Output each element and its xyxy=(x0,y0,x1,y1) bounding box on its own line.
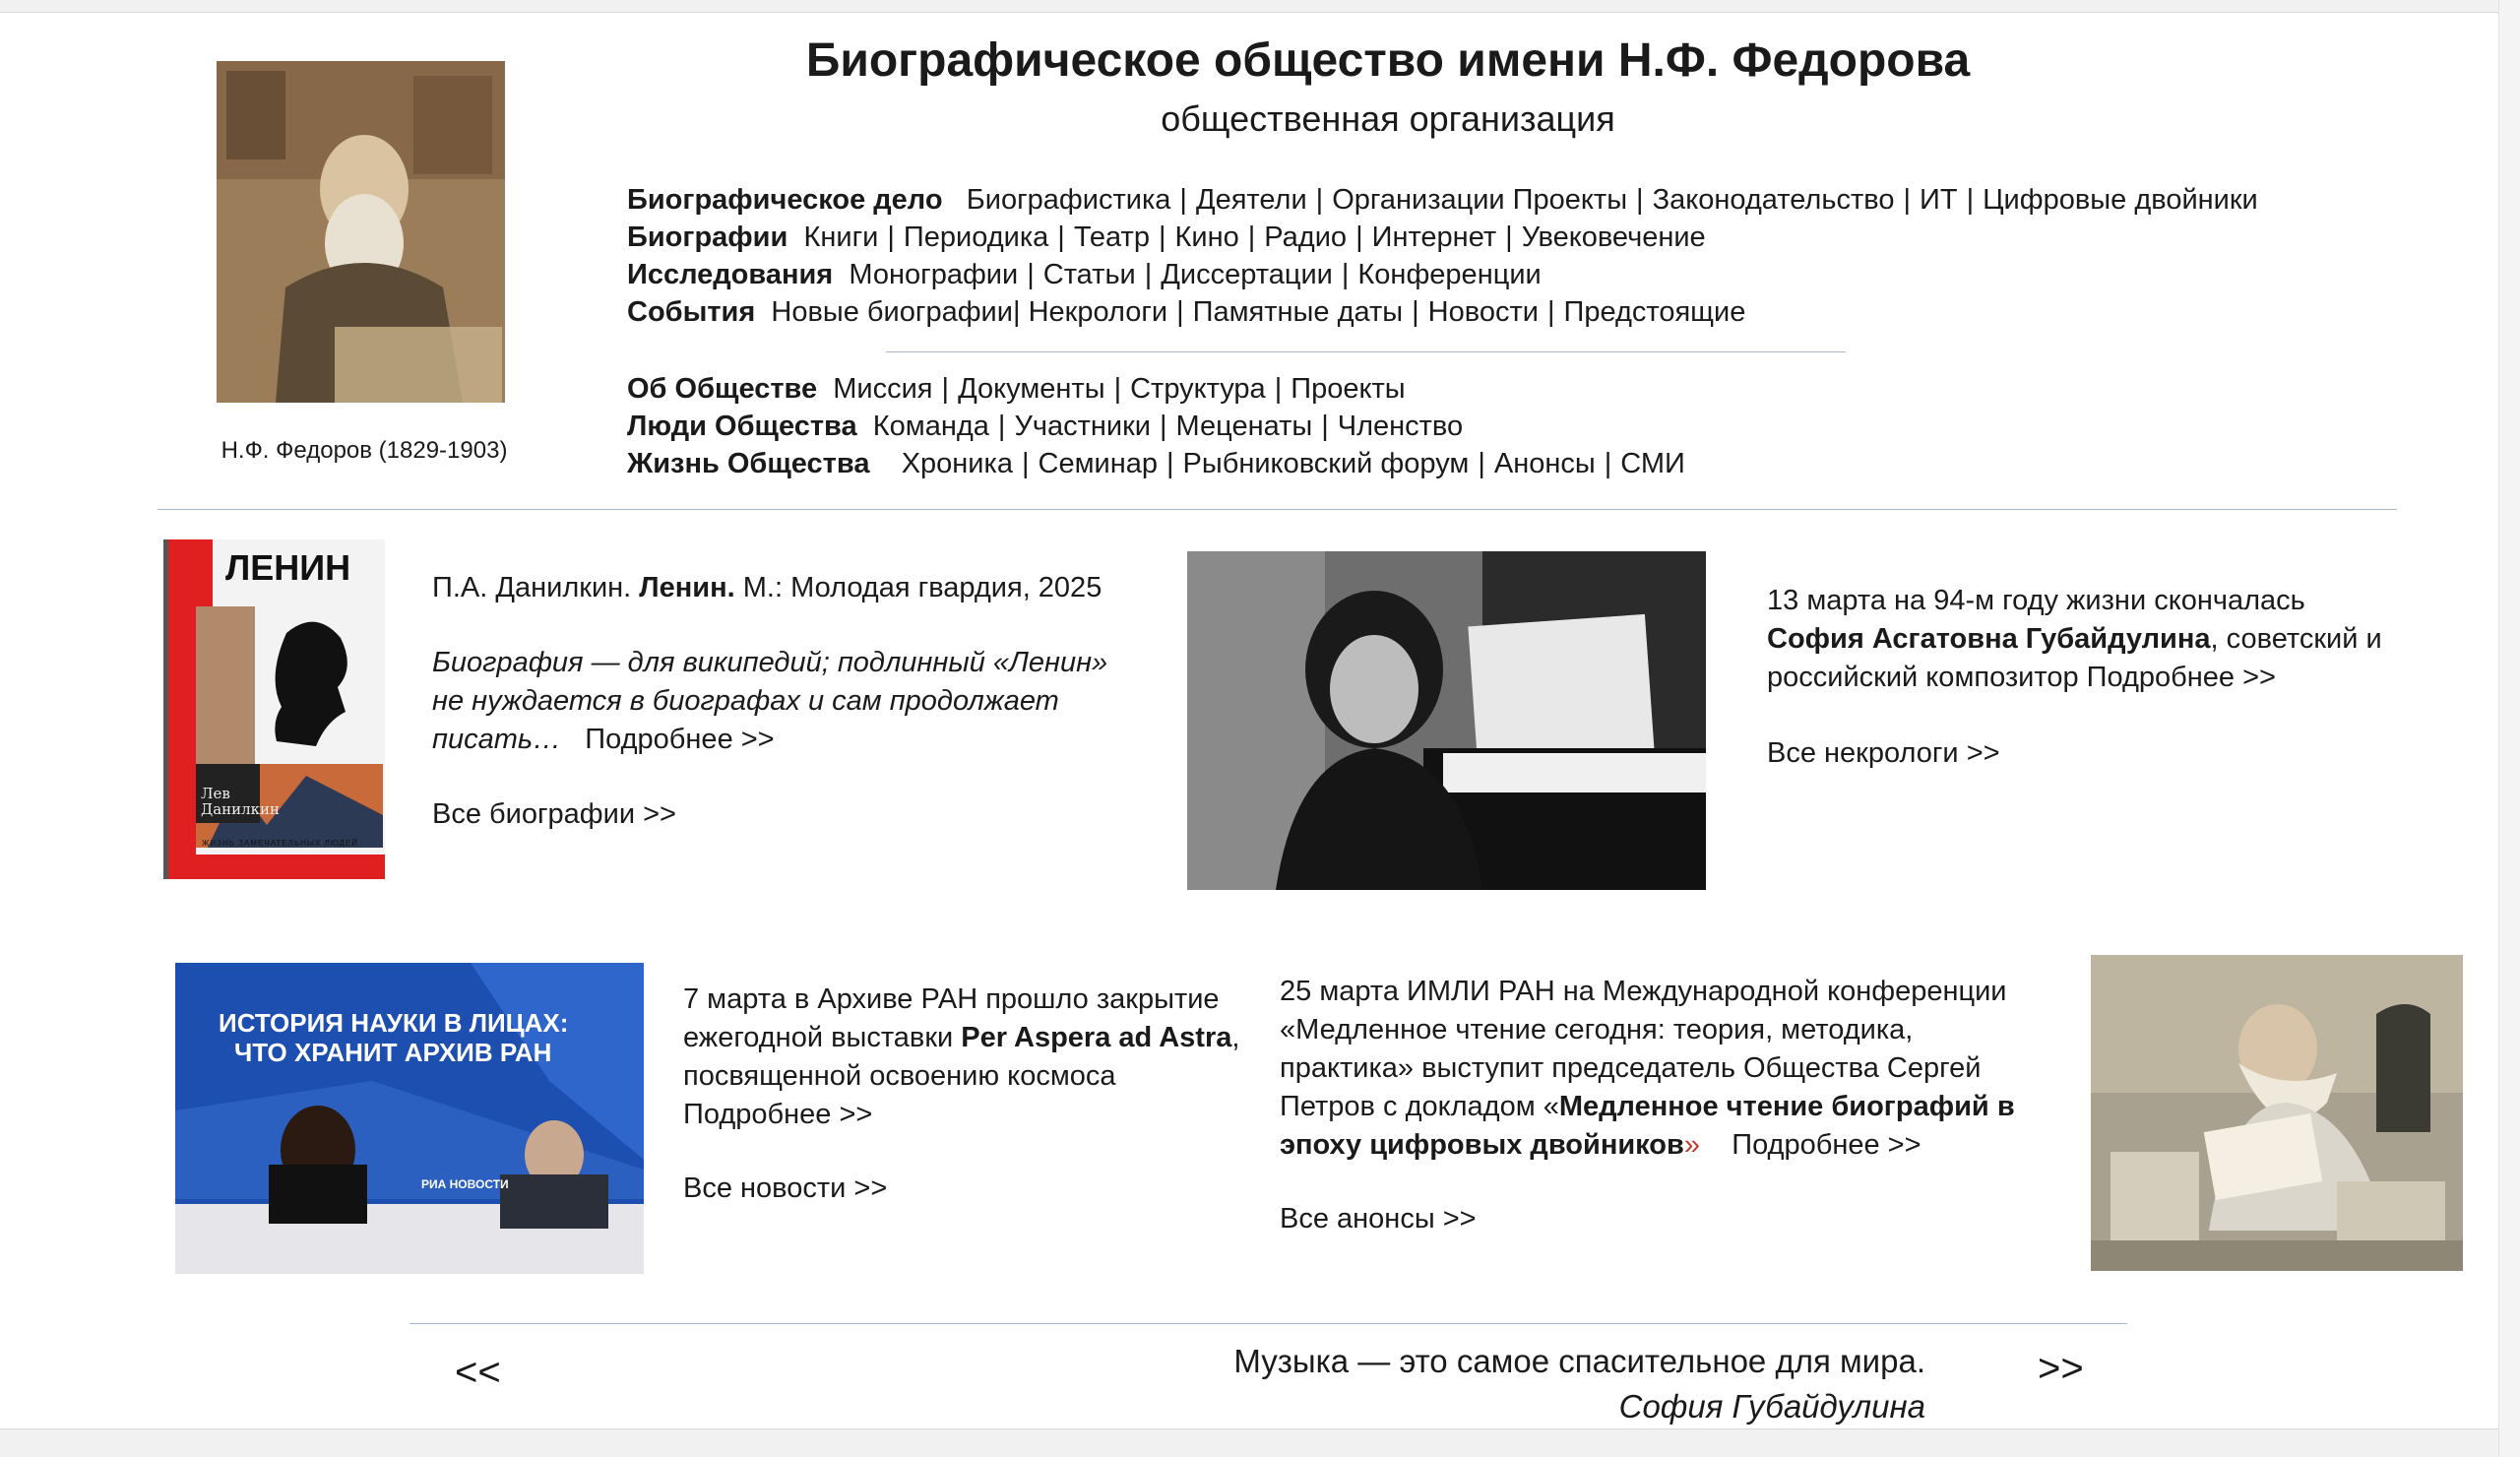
book-publisher: М.: Молодая гвардия, 2025 xyxy=(742,572,1102,603)
site-subtitle: общественная организация xyxy=(1161,98,1615,139)
nav-item[interactable]: Структура xyxy=(1130,373,1266,405)
nav-label[interactable]: Биографическое дело xyxy=(627,184,943,216)
nav-item[interactable]: Законодательство xyxy=(1652,184,1895,216)
nav-label[interactable]: Жизнь Общества xyxy=(627,448,870,479)
news-image[interactable] xyxy=(175,963,644,1274)
nav-item[interactable]: Цифровые двойники xyxy=(1983,184,2258,216)
book-cover-image[interactable] xyxy=(163,539,385,879)
nav-item[interactable]: Монографии xyxy=(849,259,1019,290)
nav-item[interactable]: Книги xyxy=(803,222,879,253)
nav-item[interactable]: Статьи xyxy=(1042,259,1136,290)
all-biographies-link[interactable]: Все биографии >> xyxy=(432,798,676,830)
nav-item[interactable]: СМИ xyxy=(1620,448,1685,479)
announcement-text xyxy=(1280,973,2048,1165)
nav-item[interactable]: Меценаты xyxy=(1175,411,1313,442)
prev-quote-button[interactable]: << xyxy=(455,1351,501,1394)
nav-item[interactable]: Театр xyxy=(1073,222,1150,253)
news-text xyxy=(683,981,1254,1134)
book-quote: Биография — для википедий; подлинный «Ленин» не нуждается в биографах и сам продолжает писать… xyxy=(432,647,1108,755)
nav-item[interactable]: Анонсы xyxy=(1493,448,1596,479)
nav-item[interactable]: Организации Проекты xyxy=(1332,184,1628,216)
obituary-text xyxy=(1767,582,2397,697)
nav-item[interactable]: Участники xyxy=(1014,411,1151,442)
nav-row-life: Жизнь Общества Хроника | Семинар | Рыбниковский форум | Анонсы | СМИ xyxy=(627,448,1685,479)
nav-item[interactable]: Некрологи xyxy=(1028,296,1168,328)
fedorov-portrait-image xyxy=(217,61,505,403)
all-news-link[interactable]: Все новости >> xyxy=(683,1172,888,1204)
nav-item[interactable]: Проекты xyxy=(1291,373,1406,405)
announcement-quote-close: » xyxy=(1683,1129,1700,1161)
book-citation xyxy=(432,569,1141,607)
nav-item[interactable]: Конференции xyxy=(1357,259,1542,290)
cover-author: Лев Данилкин xyxy=(201,785,281,818)
nav-item[interactable]: Новые биографии| xyxy=(771,296,1021,328)
news-banner-line1: ИСТОРИЯ НАУКИ В ЛИЦАХ: xyxy=(219,1008,569,1038)
nav-item[interactable]: Биографистика xyxy=(966,184,1171,216)
nav-row-about: Об Обществе Миссия | Документы | Структура | Проекты xyxy=(627,373,1406,405)
nav-item[interactable]: Деятели xyxy=(1195,184,1307,216)
footer-quote-author: София Губайдулина xyxy=(1618,1388,1925,1425)
book-author: П.А. Данилкин. xyxy=(432,572,632,603)
gubaidulina-photo[interactable] xyxy=(1187,551,1706,890)
nav-item[interactable]: Документы xyxy=(958,373,1105,405)
obituary-name: София Асгатовна Губайдулина xyxy=(1767,623,2211,655)
announcement-report-title: Медленное чтение биографий в эпоху цифровых двойников xyxy=(1280,1091,2015,1161)
news-banner-brand: РИА НОВОСТИ xyxy=(421,1177,509,1191)
all-obituaries-link[interactable]: Все некрологи >> xyxy=(1767,737,2000,769)
nav-item[interactable]: Рыбниковский форум xyxy=(1182,448,1470,479)
obituary-role: , советский и российский композитор xyxy=(1767,623,2382,693)
news-more-link[interactable]: Подробнее >> xyxy=(683,1099,873,1130)
news-detail: , посвященной освоению космоса xyxy=(683,1022,1240,1092)
news-intro: 7 марта в Архиве РАН прошло закрытие ежегодной выставки xyxy=(683,983,1220,1053)
announcement-more-link[interactable]: Подробнее >> xyxy=(1732,1129,1922,1161)
nav-row-events: События Новые биографии| Некрологи | Памятные даты | Новости | Предстоящие xyxy=(627,296,1746,328)
book-more-link[interactable]: Подробнее >> xyxy=(585,724,775,755)
nav-label[interactable]: Биографии xyxy=(627,222,788,253)
news-exhibition-name: Per Aspera ad Astra xyxy=(961,1022,1232,1053)
nav-item[interactable]: Новости xyxy=(1427,296,1539,328)
site-title: Биографическое общество имени Н.Ф. Федорова xyxy=(805,34,1971,87)
nav-label[interactable]: Люди Общества xyxy=(627,411,857,442)
footer-divider xyxy=(410,1323,2127,1324)
nav-row-research: Исследования Монографии | Статьи | Диссертации | Конференции xyxy=(627,259,1542,290)
nav-label[interactable]: Об Обществе xyxy=(627,373,818,405)
footer-quote: Музыка — это самое спасительное для мира. xyxy=(1233,1343,1925,1379)
nav-item[interactable]: Кино xyxy=(1174,222,1239,253)
nav-row-people: Люди Общества Команда | Участники | Меценаты | Членство xyxy=(627,411,1464,442)
nav-item[interactable]: Хроника xyxy=(901,448,1013,479)
nav-item[interactable]: Команда xyxy=(872,411,989,442)
next-quote-button[interactable]: >> xyxy=(2038,1347,2084,1390)
nav-item[interactable]: Членство xyxy=(1337,411,1464,442)
nav-item[interactable]: Памятные даты xyxy=(1192,296,1404,328)
nav-item[interactable]: Интернет xyxy=(1371,222,1497,253)
nav-label[interactable]: События xyxy=(627,296,756,328)
header-divider xyxy=(158,509,2397,510)
book-title: Ленин. xyxy=(639,572,735,603)
nav-item[interactable]: Диссертации xyxy=(1161,259,1333,290)
nav-item[interactable]: Увековечение xyxy=(1521,222,1706,253)
portrait-caption: Н.Ф. Федоров (1829-1903) xyxy=(220,437,508,464)
nav-item[interactable]: Миссия xyxy=(833,373,933,405)
nav-item[interactable]: ИТ xyxy=(1920,184,1958,216)
nav-label[interactable]: Исследования xyxy=(627,259,834,290)
cover-series: ЖИЗНЬ ЗАМЕЧАТЕЛЬНЫХ ЛЮДЕЙ xyxy=(202,839,359,848)
cover-title: ЛЕНИН xyxy=(225,547,351,588)
nav-item[interactable]: Семинар xyxy=(1038,448,1158,479)
nav-item[interactable]: Предстоящие xyxy=(1563,296,1746,328)
obituary-more-link[interactable]: Подробнее >> xyxy=(2086,662,2276,693)
nav-row-biographical-work: Биографическое дело Биографистика | Деятели | Организации Проекты | Законодательство | ИТ | Цифровые двойники xyxy=(627,184,2258,216)
nav-divider xyxy=(886,351,1846,352)
reading-painting-image[interactable] xyxy=(2091,955,2463,1271)
obituary-intro: 13 марта на 94-м году жизни скончалась xyxy=(1767,585,2305,616)
all-announcements-link[interactable]: Все анонсы >> xyxy=(1280,1203,1477,1235)
news-banner-line2: ЧТО ХРАНИТ АРХИВ РАН xyxy=(234,1038,552,1067)
nav-row-biographies: Биографии Книги | Периодика | Театр | Кино | Радио | Интернет | Увековечение xyxy=(627,222,1706,253)
nav-item[interactable]: Радио xyxy=(1264,222,1348,253)
announcement-intro: 25 марта ИМЛИ РАН на Международной конференции «Медленное чтение сегодня: теория, методика, практика» выступит председатель Общества Сергей Петров с докладом « xyxy=(1280,976,2007,1122)
book-description xyxy=(432,644,1141,759)
scrollbar[interactable] xyxy=(2498,0,2520,1457)
nav-item[interactable]: Периодика xyxy=(903,222,1049,253)
